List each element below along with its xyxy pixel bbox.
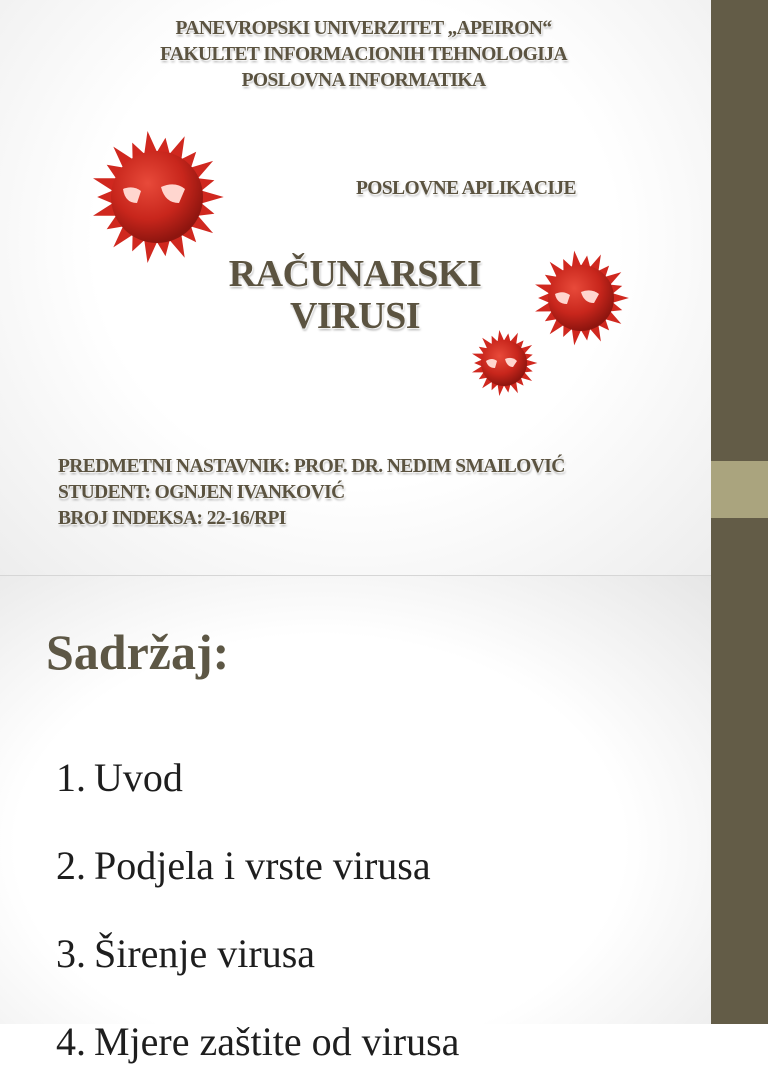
list-item — [56, 910, 459, 998]
list-item — [56, 822, 459, 910]
list-item — [56, 734, 459, 822]
presenter-info — [58, 454, 565, 532]
faculty-name: FAKULTET INFORMACIONIH TEHNOLOGIJA — [160, 44, 567, 65]
list-item-number: 1. — [56, 755, 86, 800]
sidebar-tab-marker — [711, 461, 768, 518]
index-number-line: BROJ INDEKSA: 22-16/RPI — [58, 508, 286, 529]
virus-icon — [466, 325, 542, 401]
title-line-2: VIRUSI — [289, 295, 421, 337]
list-item-label: Uvod — [94, 755, 183, 800]
list-item-label: Širenje virusa — [94, 931, 316, 976]
university-name: PANEVROPSKI UNIVERZITET „APEIRON“ — [175, 18, 552, 39]
list-item-number: 2. — [56, 843, 86, 888]
list-item-label: Podjela i vrste virusa — [94, 843, 431, 888]
list-item-number: 4. — [56, 1019, 86, 1064]
university-header — [0, 16, 727, 94]
instructor-line: PREDMETNI NASTAVNIK: PROF. DR. NEDIM SMAILOVIĆ — [58, 456, 565, 477]
virus-icon — [528, 245, 634, 351]
student-line: STUDENT: OGNJEN IVANKOVIĆ — [58, 482, 345, 503]
virus-icon — [82, 122, 232, 272]
list-item — [56, 998, 459, 1086]
contents-slide — [0, 576, 711, 1064]
program-name: POSLOVNA INFORMATIKA — [241, 70, 486, 91]
list-item-label: Mjere zaštite od virusa — [94, 1019, 460, 1064]
title-slide — [0, 0, 711, 575]
contents-list — [56, 734, 459, 1086]
course-subject: POSLOVNE APLIKACIJE — [356, 178, 576, 199]
title-line-1: RAČUNARSKI — [228, 253, 482, 295]
contents-heading: Sadržaj: — [46, 624, 230, 680]
list-item-number: 3. — [56, 931, 86, 976]
